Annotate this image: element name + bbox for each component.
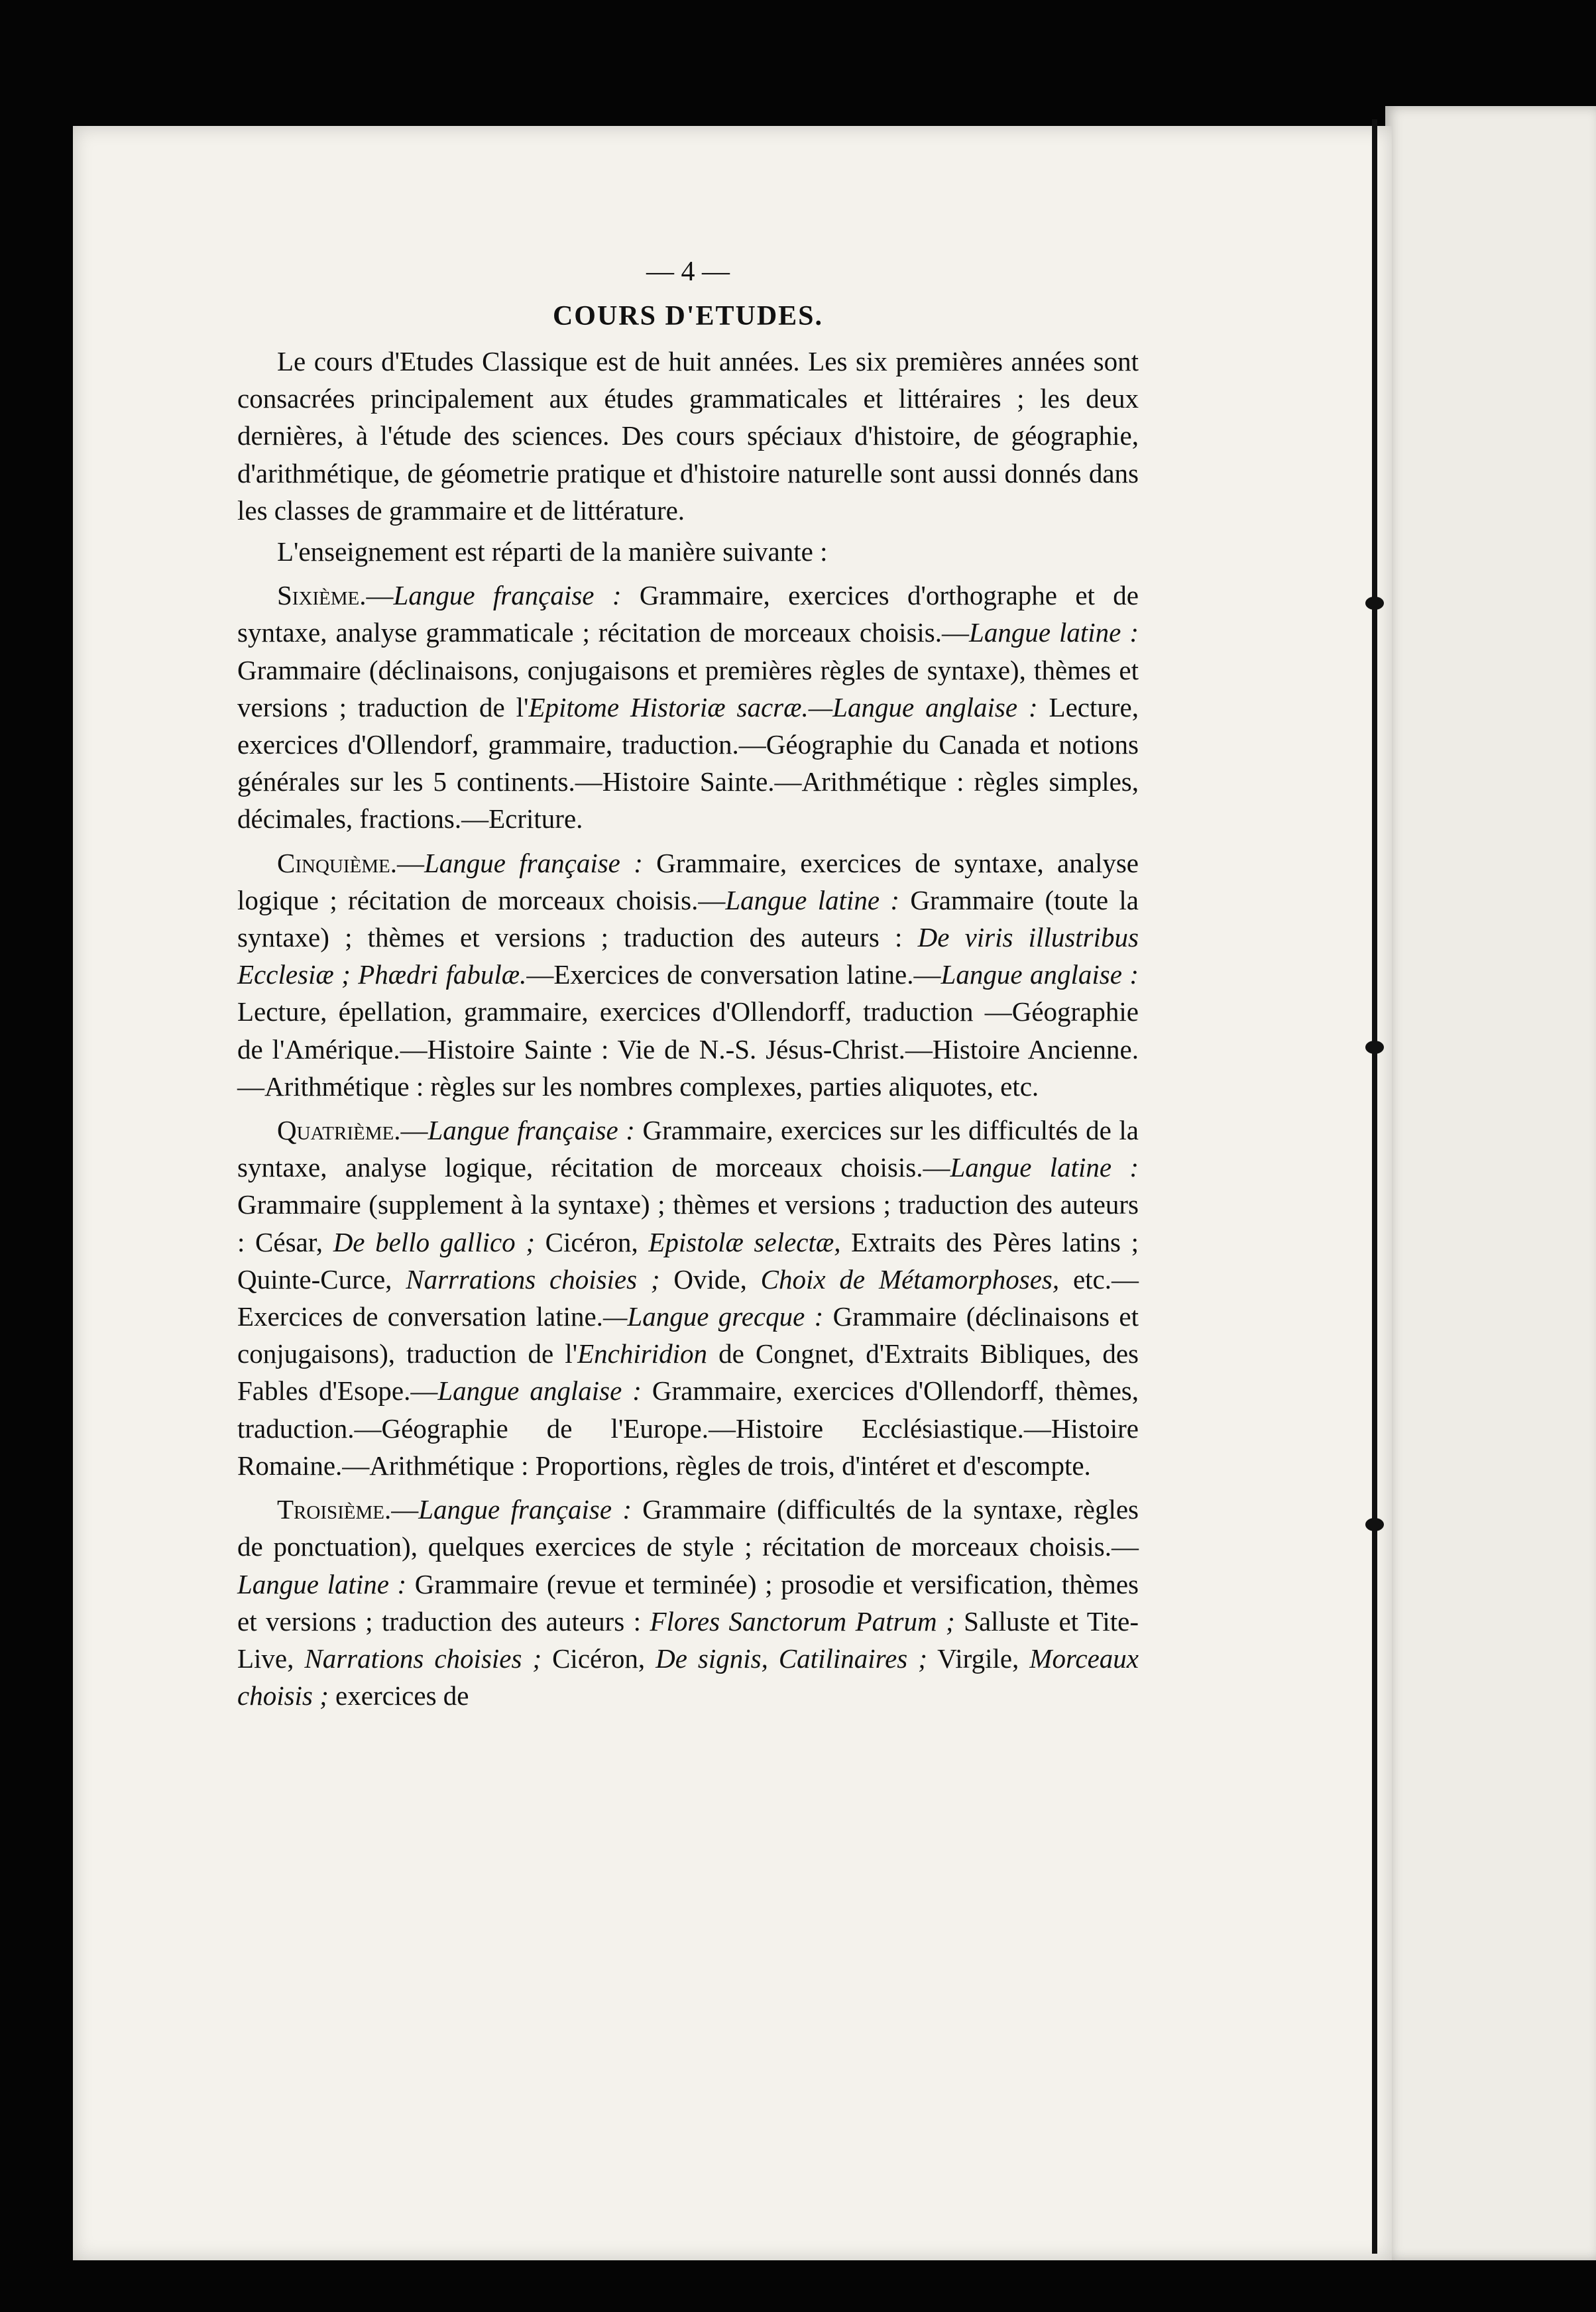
intro-paragraph: Le cours d'Etudes Classique est de huit années. Les six premières années sont consacrées principalement aux études grammaticales et littéraires ; les deux dernières, à l'étude des sciences. Des cours spéciaux d'histoire, de géographie, d'arithmétique, de géometrie pratique et d'histoire naturelle sont aussi donnés dans les classes de grammaire et de littérature. bbox=[237, 346, 1139, 526]
text-run: Grammaire, exercices d'Ollendorff, thèmes, traduction.—Géographie de l'Europe.—Histoire Ecclésiastique.—Histoire Romaine.—Arithmétique : Proportions, règles de trois, d'intéret et d'escompte. bbox=[237, 1375, 1139, 1481]
text-run: Virgile, bbox=[927, 1643, 1030, 1674]
subject-label: Langue anglaise : bbox=[940, 959, 1139, 990]
book-title: Enchiridion bbox=[577, 1338, 707, 1369]
section-sixieme bbox=[237, 577, 1139, 837]
subject-label: Langue latine : bbox=[725, 884, 900, 915]
book-title: Narrations choisies ; bbox=[304, 1643, 542, 1674]
section-label: Troisième. bbox=[277, 1494, 392, 1525]
facing-page bbox=[1385, 106, 1596, 2260]
section-quatrieme bbox=[237, 1112, 1139, 1484]
book-title: Epistolæ selectæ, bbox=[648, 1226, 841, 1257]
book-title: Flores Sanctorum Patrum ; bbox=[650, 1605, 955, 1637]
subject-label: Langue anglaise : bbox=[437, 1375, 642, 1407]
text-run: — bbox=[396, 847, 424, 878]
binding-stitch bbox=[1365, 597, 1384, 610]
section-label: Quatrième. bbox=[277, 1115, 401, 1146]
page-content bbox=[237, 249, 1139, 1718]
subject-label: Langue latine : bbox=[237, 1568, 407, 1599]
book-title: Choix de Métamorphoses, bbox=[760, 1263, 1060, 1295]
text-run: Grammaire (toute la syntaxe) ; thèmes et versions ; traduction des auteurs : bbox=[237, 884, 1139, 953]
book-title: Morceaux choisis ; bbox=[237, 1643, 1139, 1711]
text-run: de Congnet, d'Extraits Bibliques, des Fables d'Esope.— bbox=[237, 1338, 1139, 1407]
text-run: Grammaire (difficultés de la syntaxe, règles de ponctuation), quelques exercices de style ; récitation de morceaux choisis.— bbox=[237, 1494, 1139, 1562]
text-run: etc.—Exercices de conversation latine. bbox=[237, 1263, 1139, 1332]
text-run: Lecture, épellation, grammaire, exercices d'Ollendorff, traduction —Géographie de l'Amérique.—Histoire Sainte : Vie de N.-S. Jésus-Christ.—Histoire Ancienne.—Arithmétique : règles sur les nombres complexes, parties aliquotes, etc. bbox=[237, 996, 1139, 1102]
intro-paragraph: L'enseignement est réparti de la manière suivante : bbox=[277, 536, 828, 567]
text-run: Grammaire, exercices sur les difficultés de la syntaxe, analyse logique, récitation de morceaux choisis.— bbox=[237, 1115, 1139, 1183]
book-title: De bello gallico ; bbox=[333, 1226, 535, 1257]
book-title: Narrrations choisies ; bbox=[406, 1263, 660, 1295]
text-run: Cicéron, bbox=[535, 1226, 649, 1257]
text-run: exercices de bbox=[328, 1680, 469, 1711]
section-troisieme bbox=[237, 1491, 1139, 1714]
subject-label: Langue française : bbox=[418, 1494, 632, 1525]
subject-label: Langue latine : bbox=[950, 1152, 1139, 1183]
text-run: — bbox=[366, 580, 394, 611]
text-run: Ovide, bbox=[659, 1263, 761, 1295]
text-run: Grammaire (supplement à la syntaxe) ; thèmes et versions ; traduction des auteurs : César, bbox=[237, 1189, 1139, 1257]
text-run: Salluste et Tite-Live, bbox=[237, 1605, 1139, 1674]
text-run: Grammaire (déclinaisons, conjugaisons et premières règles de syntaxe), thèmes et versions ; traduction de l' bbox=[237, 654, 1139, 722]
page-number: — 4 — bbox=[646, 257, 730, 287]
text-run: Extraits des Pères latins ; Quinte-Curce, bbox=[237, 1226, 1139, 1295]
text-run: — bbox=[391, 1494, 419, 1525]
book-title: Epitome Historiæ sacræ.—Langue anglaise : bbox=[528, 691, 1038, 722]
book-title: De signis, Catilinaires ; bbox=[656, 1643, 927, 1674]
subject-label: Langue française : bbox=[424, 847, 643, 878]
binding-stitch bbox=[1365, 1518, 1384, 1531]
text-run: Grammaire (revue et terminée) ; prosodie et versification, thèmes et versions ; traduction des auteurs : bbox=[237, 1568, 1139, 1637]
subject-label: Langue française : bbox=[428, 1115, 635, 1146]
subject-label: Langue française : bbox=[393, 580, 622, 611]
subject-label: —Langue grecque : bbox=[602, 1301, 824, 1332]
text-run: — bbox=[400, 1115, 428, 1146]
text-run: Grammaire, exercices de syntaxe, analyse logique ; récitation de morceaux choisis.— bbox=[237, 847, 1139, 915]
binding-stitch bbox=[1365, 1041, 1384, 1054]
text-run: Grammaire, exercices d'orthographe et de syntaxe, analyse grammaticale ; récitation de morceaux choisis.— bbox=[237, 580, 1139, 648]
binding-edge bbox=[1372, 119, 1377, 2254]
section-cinquieme bbox=[237, 844, 1139, 1105]
text-run: Lecture, exercices d'Ollendorf, grammaire, traduction.—Géographie du Canada et notions générales sur les 5 continents.—Histoire Sainte.—Arithmétique : règles simples, décimales, fractions.—Ecriture. bbox=[237, 691, 1139, 835]
page-title: COURS D'ETUDES. bbox=[552, 301, 824, 331]
text-run: Cicéron, bbox=[542, 1643, 656, 1674]
section-label: Cinquième. bbox=[277, 847, 397, 878]
subject-label: Langue latine : bbox=[969, 617, 1139, 648]
text-run: —Exercices de conversation latine.— bbox=[526, 959, 941, 990]
section-label: Sixième. bbox=[277, 580, 367, 611]
text-run: Grammaire (déclinaisons et conjugaisons), traduction de l' bbox=[237, 1301, 1139, 1369]
book-title: De viris illustribus Ecclesiæ ; Phædri fabulæ. bbox=[237, 922, 1139, 990]
